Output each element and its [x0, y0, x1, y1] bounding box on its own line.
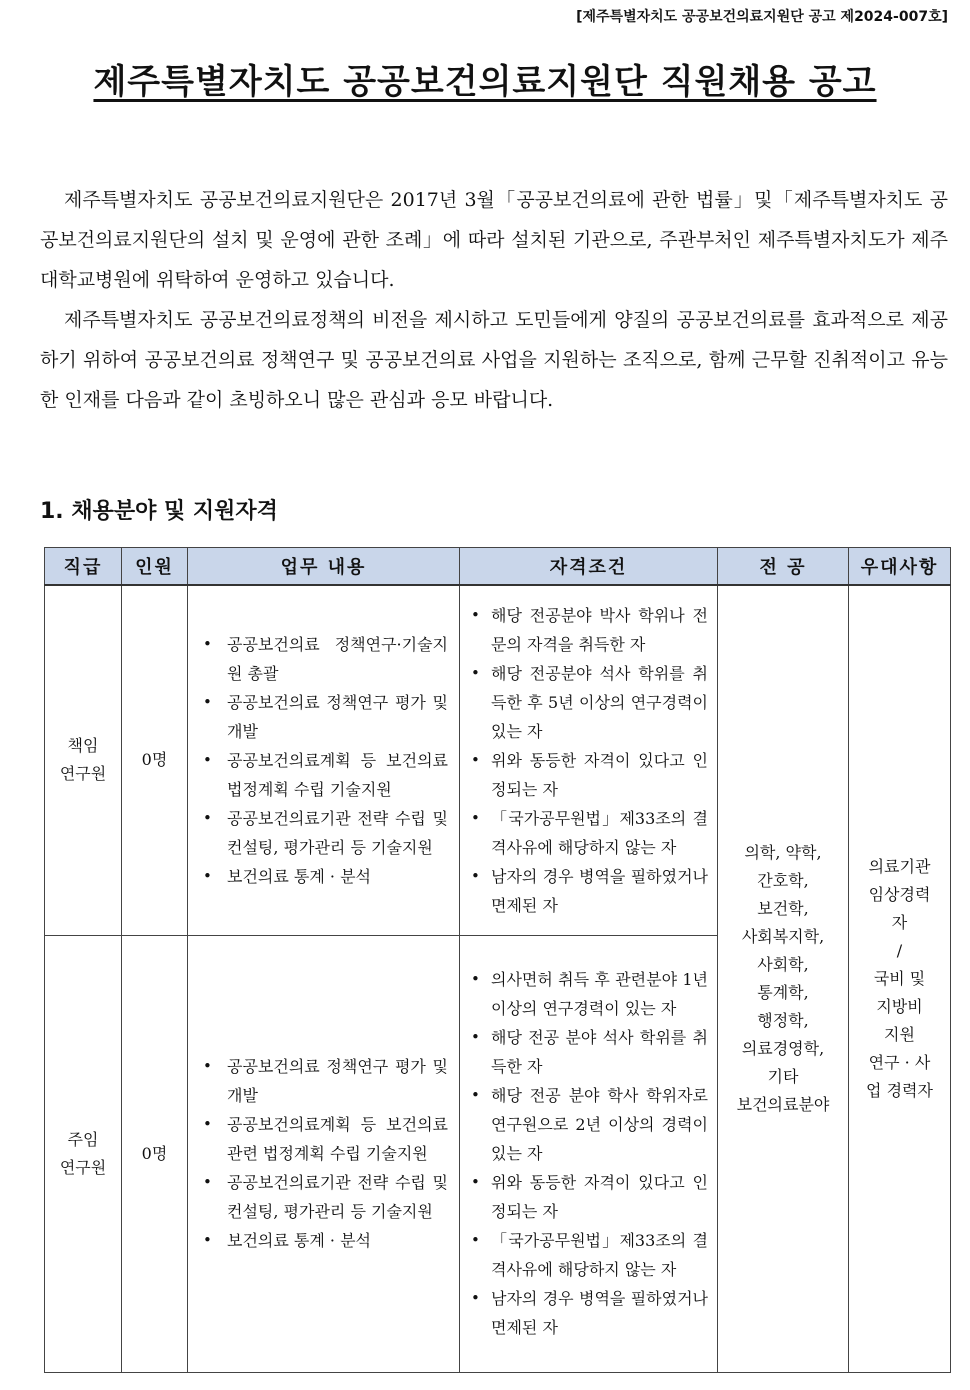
header-cell: 인원 [122, 548, 188, 586]
preference-text: 지원 [884, 1024, 915, 1044]
intro-paragraph: 제주특별자치도 공공보건의료지원단은 2017년 3월「공공보건의료에 관한 법률」및「제주특별자치도 공공보건의료지원단의 설치 및 운영에 관한 조례」에 따라 설치된 기관으로, 주관부처인 제주특별자치도가 제주대학교병원에 위탁하여 운영하고 있습니다. [40, 189, 948, 291]
preference-text: 지방비 [876, 996, 923, 1016]
notice-number: [제주특별자치도 공공보건의료지원단 공고 제2024-007호] [576, 9, 948, 25]
duty-item: • 공공보건의료 정책연구·기술지원 총괄 [197, 630, 448, 688]
position-text: 주임 [67, 1129, 99, 1149]
header-cell: 전 공 [718, 548, 849, 586]
preference-text: 업 경력자 [866, 1080, 933, 1100]
duty-item: • 보건의료 통계 · 분석 [197, 1226, 448, 1255]
qualification-item: • 해당 전공분야 박사 학위나 전문의 자격을 취득한 자 [461, 601, 708, 659]
header-cell: 자격조건 [460, 548, 718, 586]
qualifications-cell [460, 585, 718, 935]
preference-text: 연구 · 사 [868, 1052, 931, 1072]
table-header-row [45, 548, 951, 586]
count-cell: 0명 [122, 585, 188, 935]
duties-cell [188, 585, 460, 935]
preferences-cell [849, 585, 951, 1372]
position-text: 연구원 [59, 1157, 107, 1177]
recruitment-table [44, 547, 951, 1373]
preference-text: 임상경력 [868, 884, 931, 904]
position-cell [45, 585, 122, 935]
position-cell [45, 935, 122, 1372]
header-cell: 우대사항 [849, 548, 951, 586]
duty-item: • 공공보건의료기관 전략 수립 및 컨설팅, 평가관리 등 기술지원 [197, 1168, 448, 1226]
count-cell: 0명 [122, 935, 188, 1372]
section-title: 1. 채용분야 및 지원자격 [40, 499, 278, 524]
major-text: 사회학, [757, 954, 809, 974]
major-text: 보건학, [757, 898, 809, 918]
qualification-item: • 해당 전공 분야 석사 학위를 취득한 자 [461, 1023, 708, 1081]
duty-item: • 공공보건의료 정책연구 평가 및 개발 [197, 688, 448, 746]
preference-text: 자 [891, 912, 908, 932]
major-text: 행정학, [757, 1010, 809, 1030]
major-text: 사회복지학, [741, 926, 825, 946]
header-cell: 직급 [45, 548, 122, 586]
duty-item: • 공공보건의료 정책연구 평가 및 개발 [197, 1052, 448, 1110]
qualification-item: • 해당 전공분야 석사 학위를 취득한 후 5년 이상의 연구경력이 있는 자 [461, 659, 708, 746]
qualification-item: • 남자의 경우 병역을 필하였거나 면제된 자 [461, 1284, 708, 1342]
position-text: 연구원 [59, 764, 107, 784]
qualification-item: • 남자의 경우 병역을 필하였거나 면제된 자 [461, 862, 708, 920]
major-text: 기타 [767, 1066, 799, 1086]
qualification-item: • 위와 동등한 자격이 있다고 인정되는 자 [461, 1168, 708, 1226]
major-text: 의학, 약학, [744, 842, 822, 862]
duty-item: • 보건의료 통계 · 분석 [197, 862, 448, 891]
qualification-item: • 위와 동등한 자격이 있다고 인정되는 자 [461, 746, 708, 804]
qualification-item: • 「국가공무원법」제33조의 결격사유에 해당하지 않는 자 [461, 1226, 708, 1284]
major-text: 간호학, [757, 870, 809, 890]
qualification-item: • 「국가공무원법」제33조의 결격사유에 해당하지 않는 자 [461, 804, 708, 862]
page-title: 제주특별자치도 공공보건의료지원단 직원채용 공고 [93, 62, 877, 102]
table-row [45, 585, 951, 935]
duties-cell [188, 935, 460, 1372]
intro-paragraph: 제주특별자치도 공공보건의료정책의 비전을 제시하고 도민들에게 양질의 공공보건의료를 효과적으로 제공하기 위하여 공공보건의료 정책연구 및 공공보건의료 사업을 지원하는 조직으로, 함께 근무할 진취적이고 유능한 인재를 다음과 같이 초빙하오니 많은 관심과 응모 바랍니다. [40, 309, 948, 411]
position-text: 책임 [67, 736, 99, 756]
preference-text: 국비 및 [873, 968, 926, 988]
duty-item: • 공공보건의료기관 전략 수립 및 컨설팅, 평가관리 등 기술지원 [197, 804, 448, 862]
qualifications-cell [460, 935, 718, 1372]
major-text: 통계학, [757, 982, 809, 1002]
preference-text: 의료기관 [868, 856, 931, 876]
intro-text [40, 180, 948, 420]
preference-text: / [896, 940, 903, 960]
majors-cell [718, 585, 849, 1372]
header-cell: 업무 내용 [188, 548, 460, 586]
duty-item: • 공공보건의료계획 등 보건의료 법정계획 수립 기술지원 [197, 746, 448, 804]
qualification-item: • 해당 전공 분야 학사 학위자로 연구원으로 2년 이상의 경력이 있는 자 [461, 1081, 708, 1168]
qualification-item: • 의사면허 취득 후 관련분야 1년 이상의 연구경력이 있는 자 [461, 965, 708, 1023]
major-text: 보건의료분야 [736, 1094, 830, 1114]
duty-item: • 공공보건의료계획 등 보건의료 관련 법정계획 수립 기술지원 [197, 1110, 448, 1168]
major-text: 의료경영학, [741, 1038, 825, 1058]
